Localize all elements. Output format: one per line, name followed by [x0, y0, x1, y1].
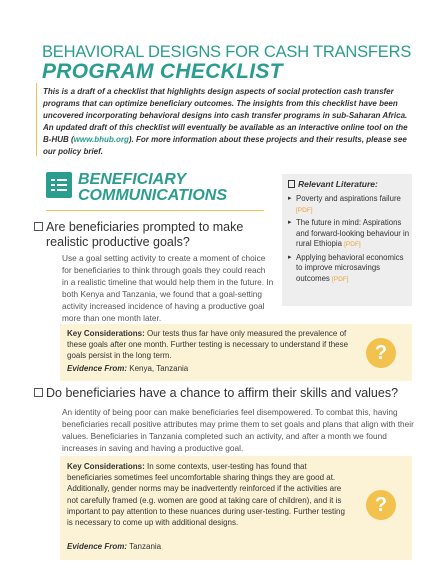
- intro-text-start: This is a draft of a checklist that highlights design aspects of social protection cash transfer programs that can optimize beneficiary outcomes. The insights from this checklist have been uncovered incorporating behavioral designs into cash transfer programs in sub-Saharan Africa. An updated draft of this checklist will eventually be available as an interactive online tool on the B-HUB (: [43, 87, 408, 144]
- intro-paragraph: [43, 86, 408, 158]
- checklist-icon: [46, 172, 72, 198]
- section-title-line1: BENEFICIARY: [78, 171, 187, 188]
- page-title-line2: PROGRAM CHECKLIST: [42, 60, 283, 83]
- literature-item[interactable]: [288, 194, 410, 216]
- section-title-line2: COMMUNICATIONS: [78, 187, 228, 204]
- key-considerations-box-1: [60, 324, 412, 381]
- checkbox[interactable]: [34, 388, 43, 397]
- question-1-body: Use a goal setting activity to create a moment of choice for beneficiaries to think through goals they could reach in a realistic timeline that would help them in the future. In both Kenya and Tanzania, we found that a goal-setting activity increased incidence of having a productive goal more than one month later.: [62, 253, 274, 323]
- evidence-value: Tanzania: [127, 542, 162, 551]
- key-considerations-text: [67, 461, 349, 528]
- intro-text-end: ). For more information about these projects and their results, please see our policy brief.: [43, 135, 407, 156]
- pdf-link[interactable]: [PDF]: [296, 206, 313, 214]
- intro-accent-bar: [36, 83, 37, 156]
- section-title: [78, 172, 227, 204]
- question-2-body: An identity of being poor can make beneficiaries feel disempowered. To combat this, having beneficiaries recall positive attributes may prime them to set goals and plans that align with their values. Beneficiaries in Tanzania completed such an activity, and after a month we found increases in saving and having a productive goal.: [62, 407, 414, 453]
- literature-item-text: Poverty and aspirations failure: [296, 194, 401, 203]
- literature-heading: [288, 179, 378, 189]
- relevant-literature-box: [282, 174, 412, 306]
- section-divider: [46, 210, 264, 211]
- question-mark-icon: ?: [366, 338, 396, 368]
- document-icon: [288, 180, 295, 188]
- checklist-question-2: [34, 386, 414, 401]
- pdf-link[interactable]: [PDF]: [344, 241, 361, 248]
- checklist-question-1: [34, 220, 274, 250]
- literature-list: [288, 194, 410, 287]
- question-text: Are beneficiaries prompted to make realistic productive goals?: [46, 220, 244, 249]
- evidence-from: [67, 364, 188, 373]
- question-text: Do beneficiaries have a chance to affirm their skills and values?: [46, 386, 399, 400]
- literature-item-text: The future in mind: Aspirations and forward-looking behaviour in rural Ethiopia: [296, 218, 410, 248]
- key-considerations-body: Our tests thus far have only measured the prevalence of these goals after one month. Further testing is necessary to understand if these goals persist in the long term.: [67, 329, 349, 361]
- section-header: [46, 172, 266, 212]
- key-considerations-label: Key Considerations:: [67, 329, 145, 338]
- page-title-line1: BEHAVIORAL DESIGNS FOR CASH TRANSFERS: [42, 43, 412, 61]
- literature-heading-text: Relevant Literature:: [298, 179, 378, 189]
- key-considerations-text: [67, 328, 355, 362]
- key-considerations-box-2: [60, 456, 412, 560]
- literature-item[interactable]: [288, 218, 410, 251]
- checkbox[interactable]: [34, 222, 43, 231]
- evidence-from: [67, 542, 161, 551]
- key-considerations-label: Key Considerations:: [67, 462, 145, 471]
- bhub-link[interactable]: www.bhub.org: [73, 135, 129, 144]
- key-considerations-body: In some contexts, user-testing has found that beneficiaries sometimes feel uncomfortable sharing things they are good at. Additionally, gender norms may be inadvertently reinforced if the activities are not carefully framed (e.g. women are good at taking care of children), and it is important to pay attention to these nuances during user-testing. Further testing is necessary to come up with additional designs.: [67, 462, 345, 528]
- pdf-link[interactable]: [PDF]: [331, 275, 349, 283]
- literature-item-text: Applying behavioral economics to improve microsavings outcomes: [296, 252, 404, 283]
- question-mark-icon: ?: [366, 490, 396, 520]
- evidence-label: Evidence From:: [67, 542, 128, 551]
- evidence-label: Evidence From:: [67, 364, 128, 373]
- literature-item[interactable]: [288, 253, 410, 286]
- evidence-value: Kenya, Tanzania: [127, 364, 189, 373]
